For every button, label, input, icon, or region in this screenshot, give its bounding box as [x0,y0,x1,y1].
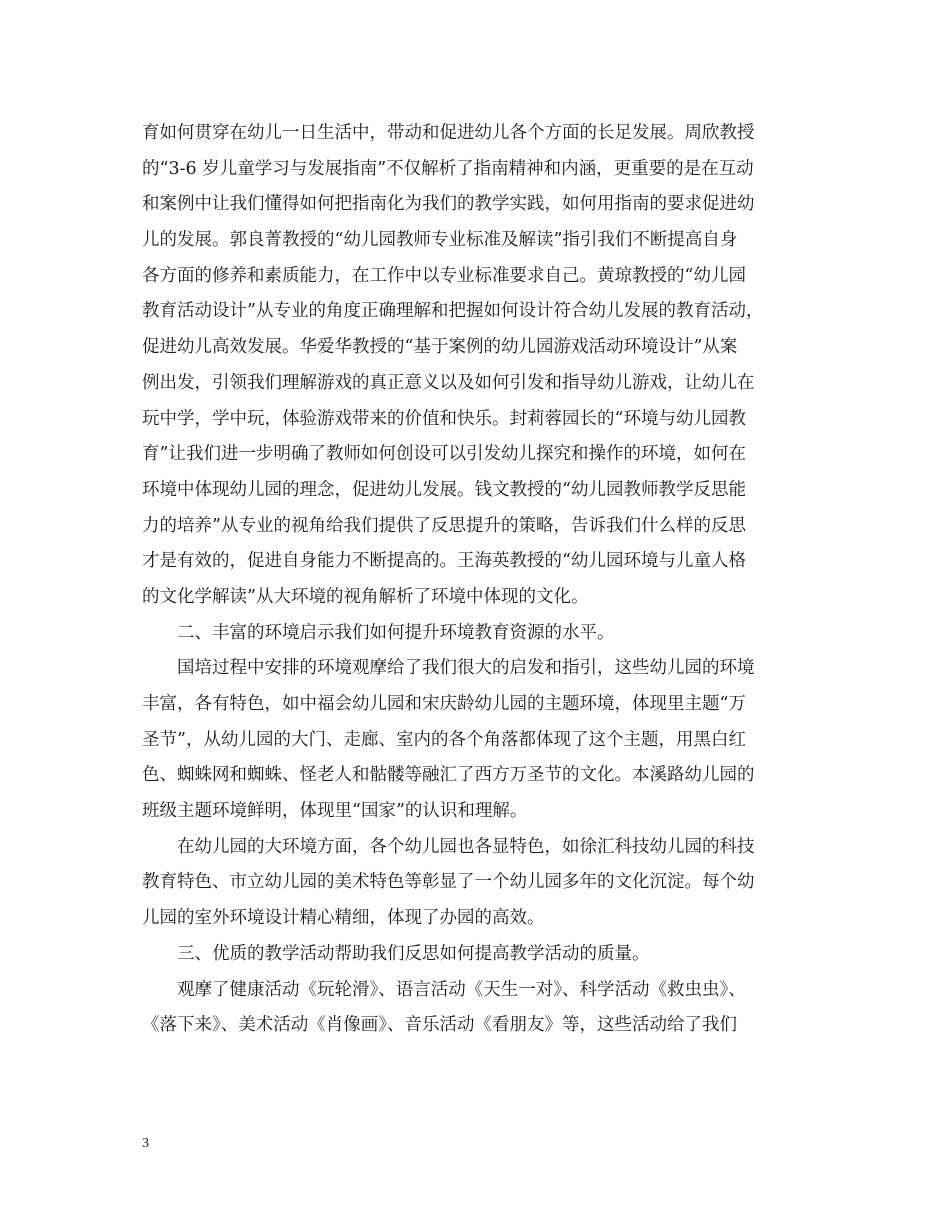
text-line: 的“3-6 岁儿童学习与发展指南”不仅解析了指南精神和内涵，更重要的是在互动 [142,158,754,179]
text-line: 例出发，引领我们理解游戏的真正意义以及如何引发和指导幼儿游戏，让幼儿在 [142,372,755,393]
text-line: 观摩了健康活动《玩轮滑》、语言活动《天生一对》、科学活动《救虫虫》、 [177,979,746,1000]
text-line: 各方面的修养和素质能力，在工作中以专业标准要求自己。黄琼教授的“幼儿园 [142,265,746,286]
text-line: 才是有效的，促进自身能力不断提高的。王海英教授的“幼儿园环境与儿童人格 [142,551,746,572]
text-line: 育”让我们进一步明确了教师如何创设可以引发幼儿探究和操作的环境，如何在 [142,444,746,465]
text-line: 在幼儿园的大环境方面，各个幼儿园也各显特色，如徐汇科技幼儿园的科技 [177,836,755,857]
text-line: 《落下来》、美术活动《肖像画》、音乐活动《看朋友》等，这些活动给了我们 [142,1015,737,1036]
text-line: 环境中体现幼儿园的理念，促进幼儿发展。钱文教授的“幼儿园教师教学反思能 [142,479,746,500]
text-line: 国培过程中安排的环境观摩给了我们很大的启发和指引，这些幼儿园的环境 [177,658,755,679]
text-line: 力的培养”从专业的视角给我们提供了反思提升的策略，告诉我们什么样的反思 [142,515,746,536]
text-line: 的文化学解读”从大环境的视角解析了环境中体现的文化。 [142,586,589,607]
text-line: 教育特色、市立幼儿园的美术特色等彰显了一个幼儿园多年的文化沉淀。每个幼 [142,872,755,893]
text-line: 色、蜘蛛网和蜘蛛、怪老人和骷髅等融汇了西方万圣节的文化。本溪路幼儿园的 [142,765,755,786]
text-line: 儿园的室外环境设计精心精细，体现了办园的高效。 [142,908,545,929]
text-line: 二、丰富的环境启示我们如何提升环境教育资源的水平。 [177,622,615,643]
text-line: 圣节”，从幼儿园的大门、走廊、室内的各个角落都体现了这个主题，用黑白红 [142,729,746,750]
text-line: 班级主题环境鲜明，体现里“国家”的认识和理解。 [142,801,528,822]
text-line: 教育活动设计”从专业的角度正确理解和把握如何设计符合幼儿发展的教育活动， [142,301,764,322]
page-number: 3 [142,1136,149,1151]
text-line: 育如何贯穿在幼儿一日生活中，带动和促进幼儿各个方面的长足发展。周欣教授 [142,123,755,143]
text-line: 玩中学，学中玩，体验游戏带来的价值和快乐。封莉蓉园长的“环境与幼儿园教 [142,408,746,429]
text-line: 和案例中让我们懂得如何把指南化为我们的教学实践，如何用指南的要求促进幼 [142,194,755,215]
text-line: 三、优质的教学活动帮助我们反思如何提高教学活动的质量。 [177,943,650,964]
text-line: 促进幼儿高效发展。华爱华教授的“基于案例的幼儿园游戏活动环境设计”从案 [142,337,738,358]
text-line: 丰富，各有特色，如中福会幼儿园和宋庆龄幼儿园的主题环境，体现里主题“万 [142,694,746,714]
text-line: 儿的发展。郭良菁教授的“幼儿园教师专业标准及解读”指引我们不断提高自身 [142,230,738,251]
body-text [142,116,812,1044]
